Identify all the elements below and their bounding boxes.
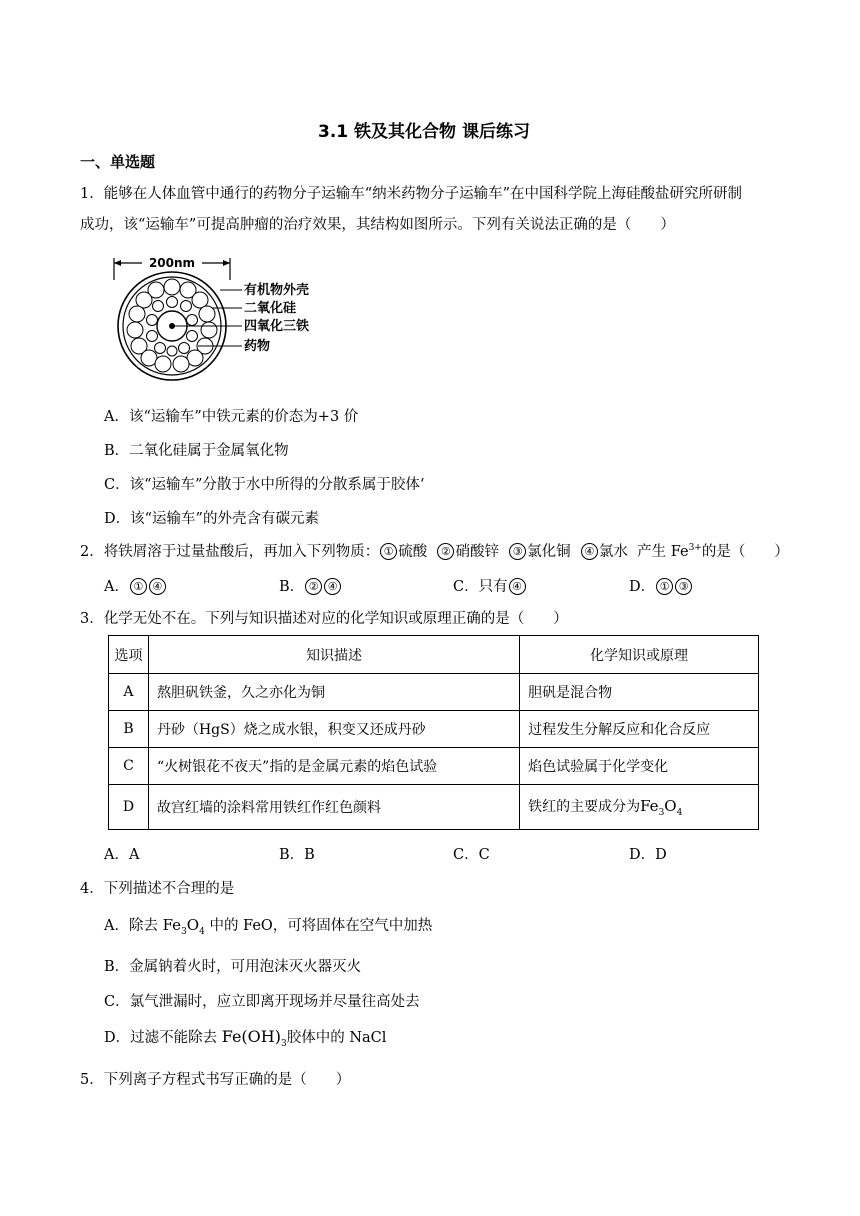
q1-option-a[interactable]: A．该“运输车”中铁元素的价态为+3 价 (104, 409, 359, 425)
table-header: 化学知识或原理 (520, 636, 759, 674)
table-cell: C (109, 748, 149, 785)
formula-part: Fe (162, 916, 182, 934)
q2-charge: 3+ (688, 543, 702, 554)
circle-number-1: ① (656, 578, 673, 595)
q4-stem: 4．下列描述不合理的是 (80, 881, 235, 897)
q2-item-3: 氯化铜 (527, 544, 571, 560)
table-cell: 熬胆矾铁釜，久之亦化为铜 (148, 674, 519, 711)
q3-option-a[interactable]: A．A (104, 847, 140, 863)
q3-option-c[interactable]: C．C (453, 847, 490, 863)
circle-number-4: ④ (509, 578, 526, 595)
circle-number-3: ③ (675, 578, 692, 595)
table-cell: “火树银花不夜天”指的是金属元素的焰色试验 (148, 748, 519, 785)
q2-item-4: 氯水 (598, 544, 628, 560)
q1-stem-line1: 1．能够在人体血管中通行的药物分子运输车“纳米药物分子运输车”在中国科学院上海硅酸盐研究所研制 (80, 186, 743, 202)
page-title: 3.1 铁及其化合物 课后练习 (318, 122, 530, 142)
q2-suffix-end: 的是（ ） (701, 544, 789, 560)
formula-sub: 3 (181, 927, 187, 937)
q4-option-d[interactable] (104, 1026, 386, 1049)
q5-stem: 5．下列离子方程式书写正确的是（ ） (80, 1072, 351, 1088)
table-cell-text: 铁红的主要成分为 (528, 799, 641, 815)
q4-option-a-post: 中的 FeO，可将固体在空气中加热 (204, 918, 433, 934)
circle-number-2: ② (437, 543, 454, 560)
q2-stem (80, 540, 789, 561)
label-organic-shell: 有机物外壳 (244, 283, 310, 298)
q2-item-1: 硫酸 (398, 544, 428, 560)
table-cell: 故宫红墙的涂料常用铁红作红色颜料 (148, 785, 519, 830)
formula-sub: 3 (658, 808, 665, 818)
circle-number-4: ④ (581, 543, 598, 560)
q1-option-b[interactable]: B．二氧化硅属于金属氧化物 (104, 443, 289, 459)
circle-number-3: ③ (509, 543, 526, 560)
q1-option-c[interactable]: C．该“运输车”分散于水中所得的分散系属于胶体‘ (104, 477, 425, 493)
circle-number-1: ① (130, 578, 147, 595)
table-row (109, 711, 759, 748)
q2-option-d-label: D． (629, 579, 656, 595)
q2-option-c[interactable] (453, 575, 527, 596)
circle-number-1: ① (380, 543, 397, 560)
q2-option-b-label: B． (279, 579, 305, 595)
q1-stem-line2: 成功，该“运输车”可提高肿瘤的治疗效果，其结构如图所示。下列有关说法正确的是（ ） (80, 217, 675, 233)
q2-suffix: 产生 Fe (637, 544, 689, 560)
table-cell (520, 785, 759, 830)
circle-number-2: ② (305, 578, 322, 595)
q4-option-a-pre: A．除去 (104, 918, 163, 934)
size-label: 200nm (148, 256, 196, 270)
q2-option-d[interactable] (629, 575, 693, 596)
formula-part: O (186, 916, 200, 934)
table-cell: 过程发生分解反应和化合反应 (520, 711, 759, 748)
formula-fe3o4 (640, 797, 683, 818)
label-silica: 二氧化硅 (244, 301, 297, 316)
q2-option-b[interactable] (279, 575, 342, 596)
table-header: 知识描述 (148, 636, 519, 674)
q2-option-a[interactable] (104, 575, 167, 596)
table-header: 选项 (109, 636, 149, 674)
table-cell: 丹砂（HgS）烧之成水银，积变又还成丹砂 (148, 711, 519, 748)
circle-number-4: ④ (324, 578, 341, 595)
formula-sub: 4 (199, 927, 205, 937)
formula-sub: 3 (280, 1038, 287, 1049)
q2-prefix: 2．将铁屑溶于过量盐酸后，再加入下列物质： (80, 544, 380, 560)
circle-number-4: ④ (149, 578, 166, 595)
knowledge-table (108, 635, 759, 830)
table-cell: 胆矾是混合物 (520, 674, 759, 711)
formula-sub: 4 (676, 808, 683, 818)
q2-item-2: 硝酸锌 (455, 544, 499, 560)
label-fe3o4: 四氧化三铁 (244, 319, 310, 334)
formula-part: Fe (640, 797, 659, 815)
q3-option-d[interactable]: D．D (629, 847, 667, 863)
table-row (109, 785, 759, 830)
table-row (109, 748, 759, 785)
q4-option-a[interactable] (104, 914, 432, 937)
q4-option-b[interactable]: B．金属钠着火时，可用泡沫灭火器灭火 (104, 959, 362, 975)
q2-option-c-label: C．只有 (453, 579, 508, 595)
table-row (109, 674, 759, 711)
table-cell: B (109, 711, 149, 748)
table-cell: 焰色试验属于化学变化 (520, 748, 759, 785)
table-cell: D (109, 785, 149, 830)
table-cell: A (109, 674, 149, 711)
q4-option-d-pre: D．过滤不能除去 (104, 1030, 222, 1046)
q3-option-b[interactable]: B．B (279, 847, 315, 863)
q4-option-c[interactable]: C．氯气泄漏时，应立即离开现场并尽量往高处去 (104, 994, 420, 1010)
q1-option-d[interactable]: D．该“运输车”的外壳含有碳元素 (104, 511, 319, 527)
formula-fe3o4 (162, 916, 205, 937)
nanocarrier-diagram (102, 250, 332, 386)
section-heading: 一、单选题 (80, 153, 156, 171)
q2-option-a-label: A． (104, 579, 129, 595)
formula-feoh3: Fe(OH) (221, 1027, 281, 1046)
q3-stem: 3．化学无处不在。下列与知识描述对应的化学知识或原理正确的是（ ） (80, 611, 568, 627)
formula-part: O (664, 797, 677, 815)
q4-option-d-post: 胶体中的 NaCl (286, 1030, 387, 1046)
label-drug: 药物 (244, 339, 271, 354)
table-header-row (109, 636, 759, 674)
